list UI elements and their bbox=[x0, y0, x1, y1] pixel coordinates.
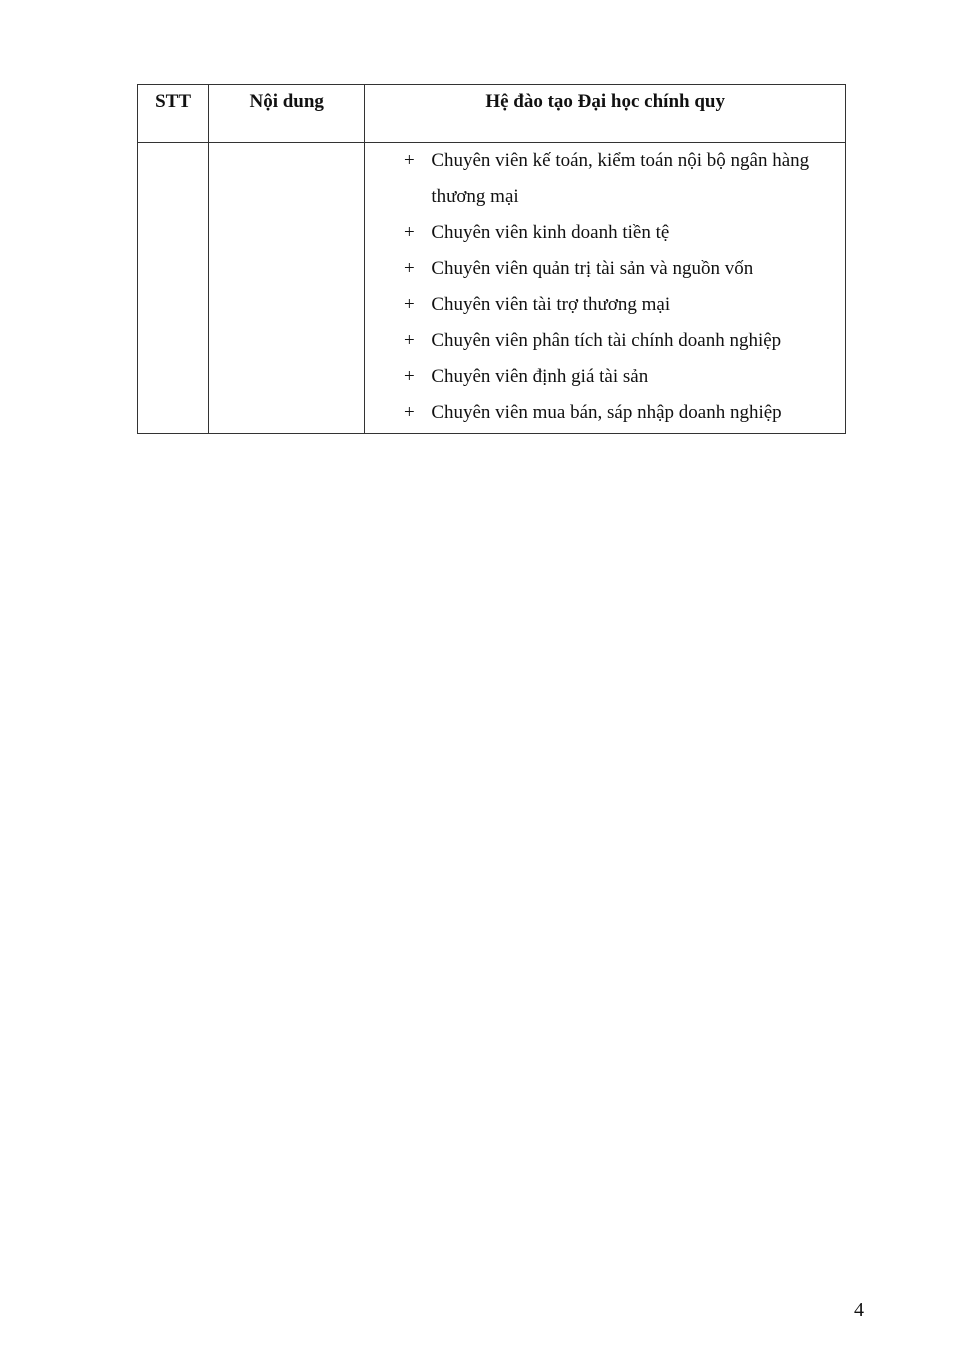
page-number: 4 bbox=[854, 1299, 864, 1321]
list-item bbox=[365, 359, 845, 395]
list-item bbox=[365, 395, 845, 431]
list-item bbox=[365, 251, 845, 287]
plus-bullet: + bbox=[403, 258, 415, 279]
cell-stt bbox=[138, 143, 209, 434]
table-row bbox=[138, 143, 846, 434]
plus-bullet: + bbox=[403, 402, 415, 423]
list-item-text: Chuyên viên tài trợ thương mại bbox=[431, 294, 671, 315]
cell-program bbox=[365, 143, 846, 434]
header-row bbox=[138, 85, 846, 143]
table-header bbox=[138, 85, 846, 143]
list-item bbox=[365, 323, 845, 359]
plus-bullet: + bbox=[403, 222, 415, 243]
list-item-text: Chuyên viên mua bán, sáp nhập doanh nghiệp bbox=[431, 402, 782, 423]
plus-bullet: + bbox=[403, 366, 415, 387]
plus-bullet: + bbox=[403, 150, 415, 171]
list-item-text: Chuyên viên kế toán, kiểm toán nội bộ ngân hàng thương mại bbox=[431, 150, 810, 207]
list-item bbox=[365, 215, 845, 251]
list-item-text: Chuyên viên phân tích tài chính doanh nghiệp bbox=[431, 330, 782, 351]
list-item-text: Chuyên viên kinh doanh tiền tệ bbox=[431, 222, 670, 243]
plus-bullet: + bbox=[403, 294, 415, 315]
cell-content bbox=[209, 143, 365, 434]
list-item-text: Chuyên viên quản trị tài sản và nguồn vốn bbox=[431, 258, 754, 279]
header-program: Hệ đào tạo Đại học chính quy bbox=[365, 85, 846, 143]
career-list bbox=[365, 143, 845, 431]
header-stt: STT bbox=[138, 85, 209, 143]
list-item bbox=[365, 287, 845, 323]
header-content: Nội dung bbox=[209, 85, 365, 143]
list-item bbox=[365, 143, 845, 215]
career-table bbox=[137, 84, 846, 434]
list-item-text: Chuyên viên định giá tài sản bbox=[431, 366, 649, 387]
plus-bullet: + bbox=[403, 330, 415, 351]
table-body bbox=[138, 143, 846, 434]
